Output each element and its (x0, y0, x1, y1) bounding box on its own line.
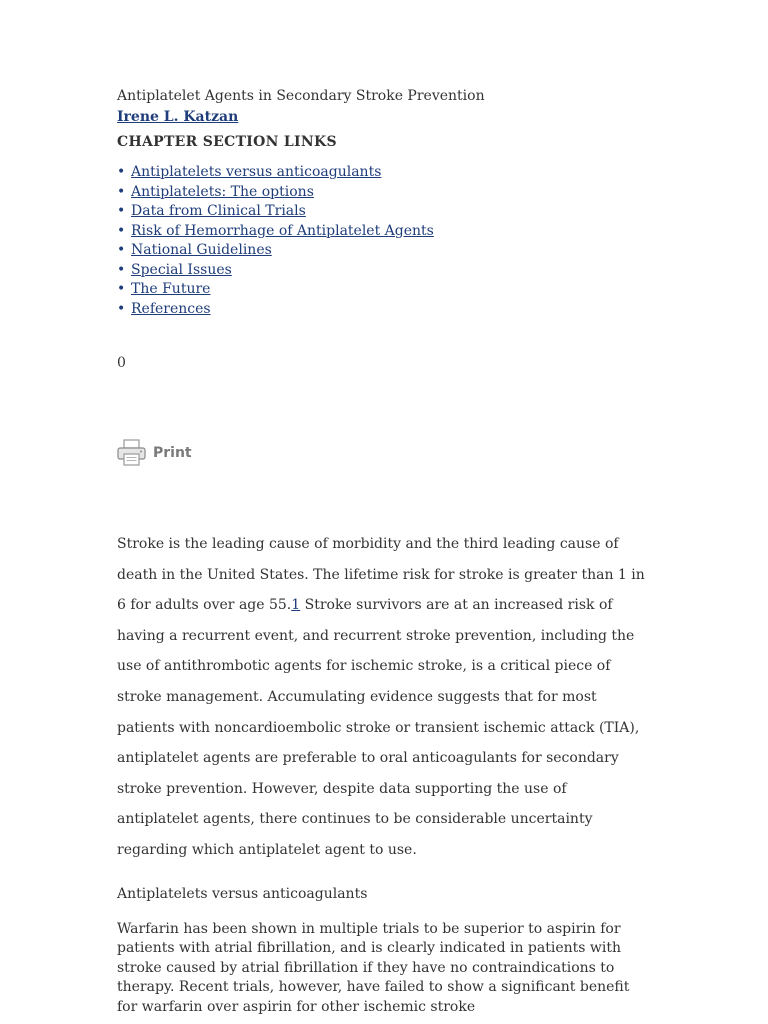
intro-text-part2: Stroke survivors are at an increased risk of having a recurrent event, and recurrent stroke prevention, including the use of antithrombotic agents for ischemic stroke, is a critical piece of stroke management. Accumulating evidence suggests that for most patients with noncardioembolic stroke or transient ischemic attack (TIA), antiplatelet agents are preferable to oral anticoagulants for secondary stroke prevention. However, despite data supporting the use of antiplatelet agents, there continues to be considerable uncertainty regarding which antiplatelet agent to use. (117, 597, 640, 858)
intro-text-part1: Stroke is the leading cause of morbidity and the third leading cause of death in the United States. The lifetime risk for stroke is greater than 1 in 6 for adults over age 55. (117, 536, 645, 614)
section-link-special-issues[interactable]: Special Issues (131, 261, 232, 278)
counter-value: 0 (117, 355, 126, 371)
subsection-body: Warfarin has been shown in multiple trials to be superior to aspirin for patients with atrial fibrillation, and is clearly indicated in patients with stroke caused by atrial fibrillation if they have no contraindications to therapy. Recent trials, however, have failed to show a significant benefit for warfarin over aspirin for other ischemic stroke (117, 920, 630, 1015)
section-link-references[interactable]: References (131, 300, 211, 317)
section-link-antiplatelets-options[interactable]: Antiplatelets: The options (131, 183, 314, 200)
section-link-antiplatelets-vs-anticoagulants[interactable]: Antiplatelets versus anticoagulants (131, 164, 382, 180)
list-item (117, 183, 652, 203)
list-item (117, 280, 652, 300)
list-item (117, 222, 652, 242)
print-label: Print (153, 445, 192, 461)
author-link[interactable]: Irene L. Katzan (117, 109, 239, 125)
section-link-clinical-trials[interactable]: Data from Clinical Trials (131, 203, 306, 219)
printer-icon (117, 439, 147, 467)
list-item (117, 202, 652, 222)
document-title: Antiplatelet Agents in Secondary Stroke Prevention (117, 88, 485, 104)
list-item (117, 300, 652, 320)
section-link-national-guidelines[interactable]: National Guidelines (131, 242, 272, 258)
intro-paragraph (117, 529, 652, 866)
section-links-heading: CHAPTER SECTION LINKS (117, 134, 337, 150)
list-item (117, 163, 652, 183)
list-item (117, 261, 652, 281)
section-link-the-future[interactable]: The Future (131, 281, 211, 297)
print-button[interactable] (117, 439, 652, 467)
section-link-hemorrhage-risk[interactable]: Risk of Hemorrhage of Antiplatelet Agents (131, 222, 434, 239)
section-links-list (117, 163, 652, 319)
list-item (117, 241, 652, 261)
subsection-heading: Antiplatelets versus anticoagulants (117, 885, 368, 902)
document-page (117, 86, 652, 1017)
reference-link-1[interactable]: 1 (291, 597, 301, 614)
